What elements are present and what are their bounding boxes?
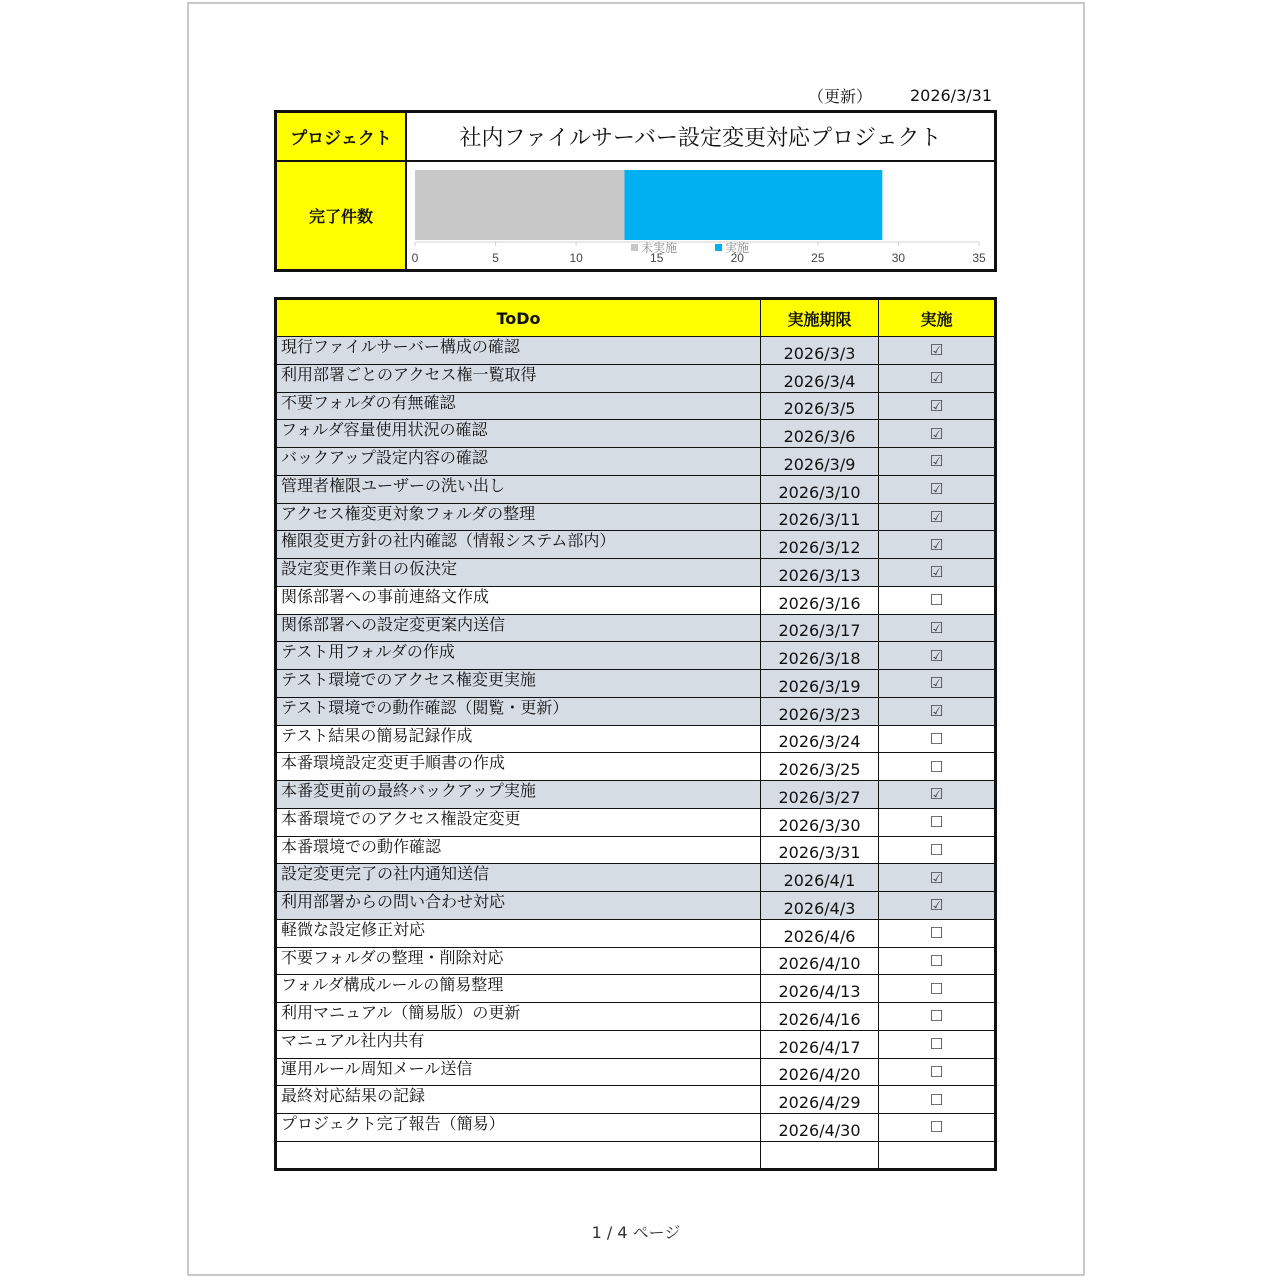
due-date-cell: 2026/4/20 xyxy=(761,1058,879,1086)
table-row xyxy=(276,614,996,642)
project-label: プロジェクト xyxy=(277,113,407,160)
due-date-cell: 2026/4/1 xyxy=(761,864,879,892)
task-cell: 権限変更方針の社内確認（情報システム部内） xyxy=(276,531,761,559)
x-tick-label: 15 xyxy=(650,251,664,265)
unchecked-checkbox-icon[interactable]: ☐ xyxy=(879,586,996,614)
task-cell: フォルダ容量使用状況の確認 xyxy=(276,420,761,448)
todo-column-header: ToDo xyxy=(276,299,761,337)
empty-cell xyxy=(761,1141,879,1169)
updated-info xyxy=(808,84,998,106)
x-tick-label: 5 xyxy=(492,251,499,265)
due-date-cell: 2026/3/13 xyxy=(761,559,879,587)
unchecked-checkbox-icon[interactable]: ☐ xyxy=(879,919,996,947)
table-row xyxy=(276,586,996,614)
checked-checkbox-icon[interactable]: ☑ xyxy=(879,475,996,503)
table-row xyxy=(276,753,996,781)
checked-checkbox-icon[interactable]: ☑ xyxy=(879,781,996,809)
checked-checkbox-icon[interactable]: ☑ xyxy=(879,448,996,476)
due-date-cell: 2026/3/3 xyxy=(761,337,879,365)
task-cell: 利用部署からの問い合わせ対応 xyxy=(276,892,761,920)
task-cell: 設定変更作業日の仮決定 xyxy=(276,559,761,587)
todo-table-body xyxy=(276,337,996,1170)
due-column-header: 実施期限 xyxy=(761,299,879,337)
task-cell: 設定変更完了の社内通知送信 xyxy=(276,864,761,892)
due-date-cell: 2026/3/30 xyxy=(761,808,879,836)
due-date-cell: 2026/3/10 xyxy=(761,475,879,503)
empty-cell xyxy=(879,1141,996,1169)
checked-checkbox-icon[interactable]: ☑ xyxy=(879,337,996,365)
checked-checkbox-icon[interactable]: ☑ xyxy=(879,531,996,559)
bar-segment-done xyxy=(624,170,882,240)
unchecked-checkbox-icon[interactable]: ☐ xyxy=(879,753,996,781)
due-date-cell: 2026/3/9 xyxy=(761,448,879,476)
task-cell: 本番変更前の最終バックアップ実施 xyxy=(276,781,761,809)
task-cell: アクセス権変更対象フォルダの整理 xyxy=(276,503,761,531)
checked-checkbox-icon[interactable]: ☑ xyxy=(879,642,996,670)
task-cell: テスト結果の簡易記録作成 xyxy=(276,725,761,753)
task-cell: マニュアル社内共有 xyxy=(276,1030,761,1058)
table-row xyxy=(276,919,996,947)
table-row xyxy=(276,975,996,1003)
task-cell: 運用ルール周知メール送信 xyxy=(276,1058,761,1086)
due-date-cell: 2026/3/12 xyxy=(761,531,879,559)
checked-checkbox-icon[interactable]: ☑ xyxy=(879,670,996,698)
project-row xyxy=(277,113,994,162)
unchecked-checkbox-icon[interactable]: ☐ xyxy=(879,1058,996,1086)
due-date-cell: 2026/4/16 xyxy=(761,1003,879,1031)
legend-swatch xyxy=(631,244,638,251)
x-tick-label: 25 xyxy=(811,251,825,265)
task-cell: 最終対応結果の記録 xyxy=(276,1086,761,1114)
task-cell: 関係部署への設定変更案内送信 xyxy=(276,614,761,642)
due-date-cell: 2026/3/6 xyxy=(761,420,879,448)
table-row xyxy=(276,670,996,698)
todo-table xyxy=(274,297,997,1171)
task-cell: 利用マニュアル（簡易版）の更新 xyxy=(276,1003,761,1031)
updated-label: （更新） xyxy=(808,87,873,106)
checked-checkbox-icon[interactable]: ☑ xyxy=(879,697,996,725)
table-row xyxy=(276,364,996,392)
bar-segment-not-done xyxy=(415,170,624,240)
table-row xyxy=(276,836,996,864)
table-row xyxy=(276,1058,996,1086)
due-date-cell: 2026/4/30 xyxy=(761,1114,879,1142)
table-row xyxy=(276,1086,996,1114)
legend-label: 実施 xyxy=(725,241,750,255)
checked-checkbox-icon[interactable]: ☑ xyxy=(879,864,996,892)
empty-table-row xyxy=(276,1141,996,1169)
unchecked-checkbox-icon[interactable]: ☐ xyxy=(879,808,996,836)
completion-row xyxy=(277,162,994,269)
unchecked-checkbox-icon[interactable]: ☐ xyxy=(879,1086,996,1114)
due-date-cell: 2026/3/25 xyxy=(761,753,879,781)
due-date-cell: 2026/3/5 xyxy=(761,392,879,420)
due-date-cell: 2026/3/17 xyxy=(761,614,879,642)
table-row xyxy=(276,559,996,587)
task-cell: 現行ファイルサーバー構成の確認 xyxy=(276,337,761,365)
unchecked-checkbox-icon[interactable]: ☐ xyxy=(879,975,996,1003)
due-date-cell: 2026/4/10 xyxy=(761,947,879,975)
completion-chart-svg xyxy=(407,162,994,269)
empty-cell xyxy=(276,1141,761,1169)
x-tick-label: 10 xyxy=(569,251,583,265)
table-row xyxy=(276,448,996,476)
table-row xyxy=(276,531,996,559)
table-row xyxy=(276,697,996,725)
task-cell: バックアップ設定内容の確認 xyxy=(276,448,761,476)
table-row xyxy=(276,503,996,531)
due-date-cell: 2026/3/31 xyxy=(761,836,879,864)
unchecked-checkbox-icon[interactable]: ☐ xyxy=(879,1003,996,1031)
task-cell: 不要フォルダの整理・削除対応 xyxy=(276,947,761,975)
legend-label: 未実施 xyxy=(641,241,678,255)
due-date-cell: 2026/3/23 xyxy=(761,697,879,725)
due-date-cell: 2026/4/6 xyxy=(761,919,879,947)
task-cell: フォルダ構成ルールの簡易整理 xyxy=(276,975,761,1003)
unchecked-checkbox-icon[interactable]: ☐ xyxy=(879,1030,996,1058)
x-tick-label: 35 xyxy=(972,251,986,265)
task-cell: 本番環境でのアクセス権設定変更 xyxy=(276,808,761,836)
x-tick-label: 0 xyxy=(411,251,419,265)
project-summary xyxy=(274,110,997,272)
completion-count-label: 完了件数 xyxy=(277,162,407,269)
due-date-cell: 2026/4/29 xyxy=(761,1086,879,1114)
table-row xyxy=(276,337,996,365)
unchecked-checkbox-icon[interactable]: ☐ xyxy=(879,725,996,753)
x-tick-label: 20 xyxy=(730,251,744,265)
checked-checkbox-icon[interactable]: ☑ xyxy=(879,503,996,531)
due-date-cell: 2026/3/16 xyxy=(761,586,879,614)
due-date-cell: 2026/3/18 xyxy=(761,642,879,670)
table-row xyxy=(276,781,996,809)
table-row xyxy=(276,808,996,836)
checked-checkbox-icon[interactable]: ☑ xyxy=(879,364,996,392)
due-date-cell: 2026/3/4 xyxy=(761,364,879,392)
task-cell: 利用部署ごとのアクセス権一覧取得 xyxy=(276,364,761,392)
table-row xyxy=(276,1114,996,1142)
task-cell: 本番環境設定変更手順書の作成 xyxy=(276,753,761,781)
table-row xyxy=(276,392,996,420)
checked-checkbox-icon[interactable]: ☑ xyxy=(879,392,996,420)
legend-swatch xyxy=(715,244,722,251)
task-cell: 管理者権限ユーザーの洗い出し xyxy=(276,475,761,503)
task-cell: 軽微な設定修正対応 xyxy=(276,919,761,947)
due-date-cell: 2026/4/13 xyxy=(761,975,879,1003)
task-cell: 関係部署への事前連絡文作成 xyxy=(276,586,761,614)
due-date-cell: 2026/3/27 xyxy=(761,781,879,809)
due-date-cell: 2026/3/24 xyxy=(761,725,879,753)
task-cell: 不要フォルダの有無確認 xyxy=(276,392,761,420)
table-row xyxy=(276,892,996,920)
unchecked-checkbox-icon[interactable]: ☐ xyxy=(879,836,996,864)
due-date-cell: 2026/3/19 xyxy=(761,670,879,698)
table-row xyxy=(276,1030,996,1058)
table-row xyxy=(276,642,996,670)
x-tick-label: 30 xyxy=(891,251,906,265)
task-cell: 本番環境での動作確認 xyxy=(276,836,761,864)
table-row xyxy=(276,864,996,892)
project-name: 社内ファイルサーバー設定変更対応プロジェクト xyxy=(459,126,942,151)
task-cell: プロジェクト完了報告（簡易） xyxy=(276,1114,761,1142)
table-row xyxy=(276,1003,996,1031)
checked-checkbox-icon[interactable]: ☑ xyxy=(879,614,996,642)
unchecked-checkbox-icon[interactable]: ☐ xyxy=(879,947,996,975)
table-row xyxy=(276,420,996,448)
updated-date: 2026/3/31 xyxy=(909,86,992,105)
due-date-cell: 2026/4/17 xyxy=(761,1030,879,1058)
table-row xyxy=(276,947,996,975)
unchecked-checkbox-icon[interactable]: ☐ xyxy=(879,1114,996,1142)
page-indicator: 1 / 4 ページ xyxy=(591,1223,681,1242)
task-cell: テスト用フォルダの作成 xyxy=(276,642,761,670)
task-cell: テスト環境でのアクセス権変更実施 xyxy=(276,670,761,698)
completion-chart xyxy=(407,162,994,269)
checked-checkbox-icon[interactable]: ☑ xyxy=(879,559,996,587)
checked-checkbox-icon[interactable]: ☑ xyxy=(879,892,996,920)
table-row xyxy=(276,475,996,503)
checked-checkbox-icon[interactable]: ☑ xyxy=(879,420,996,448)
done-column-header: 実施 xyxy=(879,299,996,337)
due-date-cell: 2026/4/3 xyxy=(761,892,879,920)
due-date-cell: 2026/3/11 xyxy=(761,503,879,531)
todo-header-row xyxy=(276,299,996,337)
table-row xyxy=(276,725,996,753)
task-cell: テスト環境での動作確認（閲覧・更新） xyxy=(276,697,761,725)
